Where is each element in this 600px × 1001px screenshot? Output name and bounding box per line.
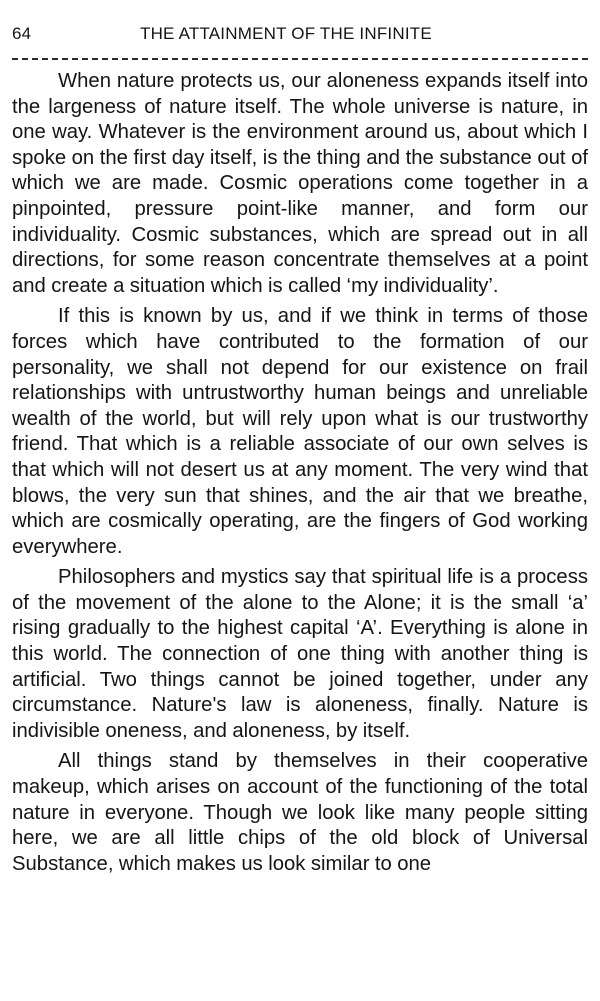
body-text [12,69,588,882]
paragraph-4: All things stand by themselves in their cooperative makeup, which arises on account of the functioning of the total nature in everyone. Though we look like many people sitting here, we are all little chips of the old block of Universal Substance, which makes us look similar to one [12,750,588,875]
paragraph-2: If this is known by us, and if we think in terms of those forces which have contributed to the formation of our personality, we shall not depend for our existence on frail relationships with untrustworthy human beings and unreliable wealth of the world, but will rely upon what is our trustworthy friend. That which is a reliable associate of our own selves is that which will not desert us at any moment. The very wind that blows, the very sun that shines, and the air that we breathe, which are cosmically operating, are the fingers of God working everywhere. [12,305,588,558]
paragraph-3: Philosophers and mystics say that spiritual life is a process of the movement of the alone to the Alone; it is the small ‘a’ rising gradually to the highest capital ‘A’. Everything is alone in this world. The connection of one thing with another thing is artificial. Two things cannot be joined together, under any circumstance. Nature's law is aloneness, finally. Nature is indivisible oneness, and aloneness, by itself. [12,566,588,742]
page-number: 64 [12,24,32,43]
paragraph-1: When nature protects us, our aloneness expands itself into the largeness of nature itself. The whole universe is nature, in one way. Whatever is the environment around us, about which I spoke on the first day itself, is the thing and the substance out of which we are made. Cosmic operations come together in a pinpointed, pressure point-like manner, and form our individuality. Cosmic substances, which are spread out in all directions, for some reason concentrate themselves at a point and create a situation which is called ‘my individuality’. [12,70,588,297]
book-title: THE ATTAINMENT OF THE INFINITE [140,24,432,43]
header-dashed-rule [12,58,588,60]
running-head [12,24,588,46]
